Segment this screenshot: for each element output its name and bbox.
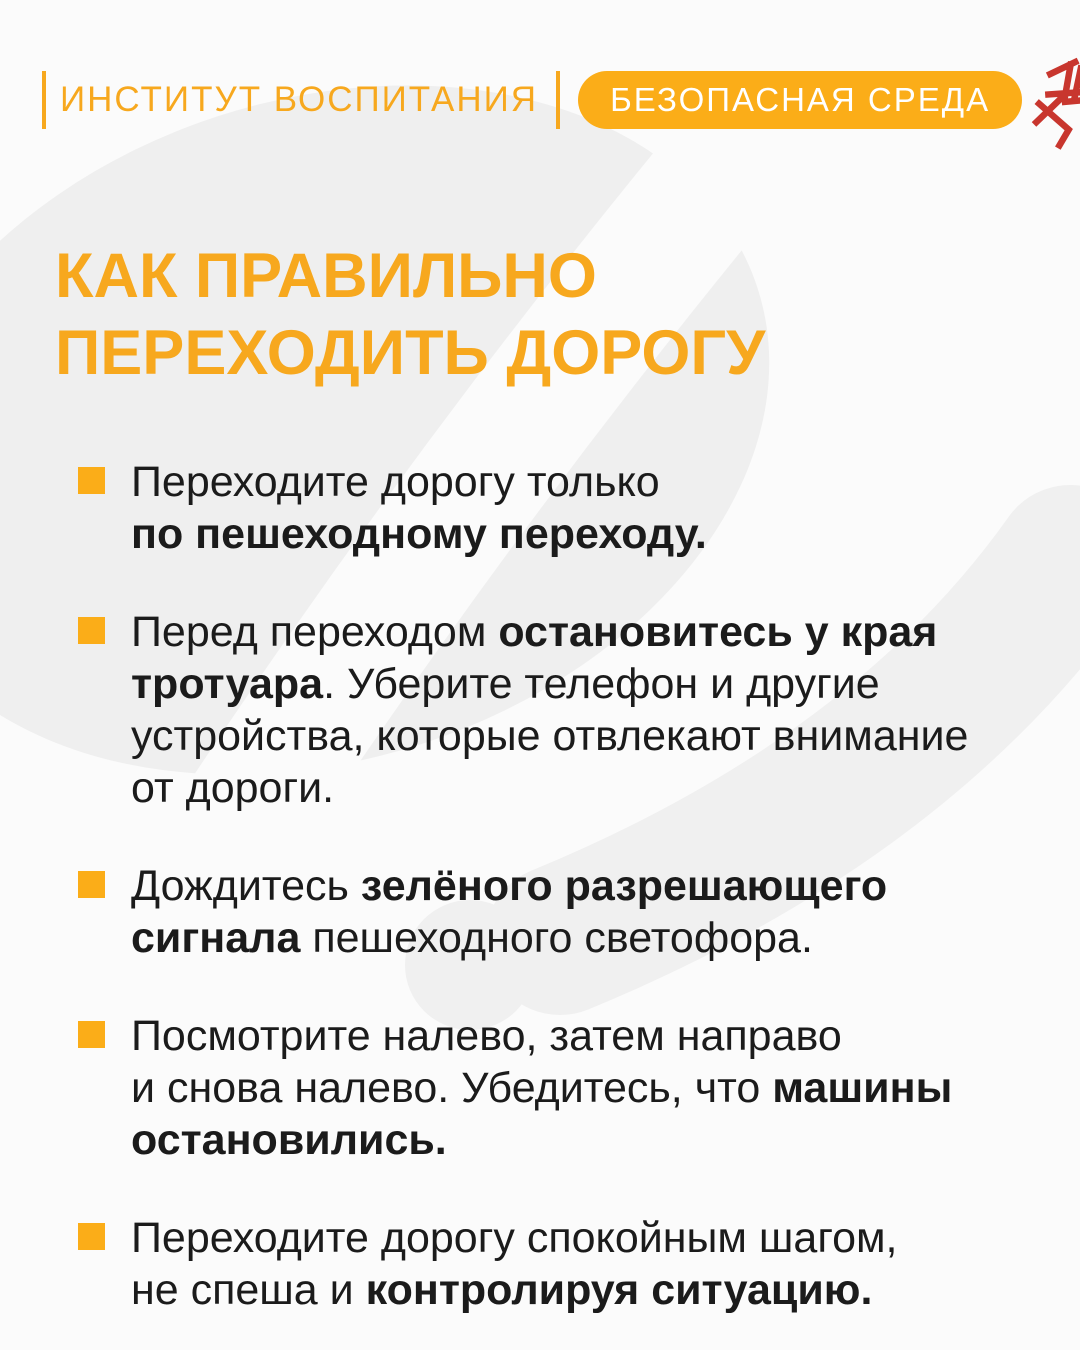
- list-item-line: Переходите дорогу только: [131, 457, 660, 506]
- list-item: [78, 456, 1020, 560]
- list-item: [78, 606, 1020, 814]
- list-item: [78, 860, 1020, 964]
- page-title: [55, 238, 1040, 392]
- list-item-text: [131, 860, 887, 964]
- list-item-line: Дождитесь зелёного разрешающего: [131, 861, 888, 910]
- list-item-text: [131, 456, 707, 560]
- header: [0, 0, 1080, 150]
- title-line-1: КАК ПРАВИЛЬНО: [55, 241, 597, 311]
- brand-divider-bar: [556, 71, 560, 129]
- list-item-line: остановились.: [131, 1115, 447, 1164]
- list-item-line: от дороги.: [131, 763, 335, 812]
- red-horse-logo-icon: [1022, 50, 1080, 150]
- brand-name: ИНСТИТУТ ВОСПИТАНИЯ: [60, 80, 539, 119]
- series-badge: БЕЗОПАСНАЯ СРЕДА: [578, 71, 1022, 129]
- orange-square-bullet-icon: [78, 1021, 105, 1048]
- brand-left-bar: [42, 71, 46, 129]
- list-item-line: устройства, которые отвлекают внимание: [131, 711, 969, 760]
- list-item-line: не спеша и контролируя ситуацию.: [131, 1265, 873, 1314]
- list-item-text: [131, 606, 968, 814]
- orange-square-bullet-icon: [78, 467, 105, 494]
- list-item-line: тротуара. Уберите телефон и другие: [131, 659, 880, 708]
- list-item-text: [131, 1010, 952, 1166]
- list-item-text: [131, 1212, 898, 1316]
- list-item: [78, 1010, 1020, 1166]
- orange-square-bullet-icon: [78, 871, 105, 898]
- title-line-2: ПЕРЕХОДИТЬ ДОРОГУ: [55, 317, 766, 388]
- list-item-line: Переходите дорогу спокойным шагом,: [131, 1213, 898, 1262]
- list-item-line: Перед переходом остановитесь у края: [131, 607, 938, 656]
- orange-square-bullet-icon: [78, 617, 105, 644]
- list-item-line: и снова налево. Убедитесь, что машины: [131, 1063, 953, 1112]
- safety-rules-list: [78, 456, 1020, 1316]
- list-item-line: Посмотрите налево, затем направо: [131, 1011, 842, 1060]
- list-item-line: сигнала пешеходного светофора.: [131, 913, 813, 962]
- list-item: [78, 1212, 1020, 1316]
- list-item-line: по пешеходному переходу.: [131, 509, 707, 558]
- orange-square-bullet-icon: [78, 1223, 105, 1250]
